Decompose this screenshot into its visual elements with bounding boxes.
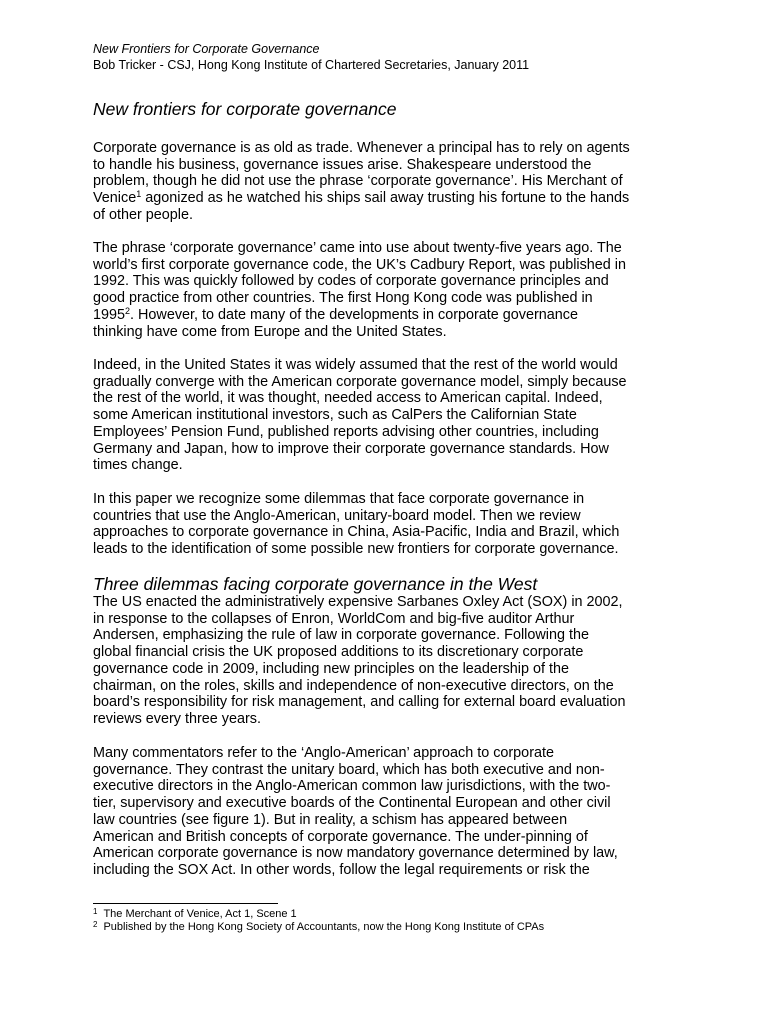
text-line: in response to the collapses of Enron, WorldCom and big-five auditor Arthur	[93, 610, 575, 627]
text-line: 1992. This was quickly followed by codes of corporate governance principles and	[93, 273, 609, 290]
footnote-text: Published by the Hong Kong Society of Accountants, now the Hong Kong Institute of CPAs	[103, 921, 545, 933]
footnote-divider	[93, 903, 278, 904]
text-line: Many commentators refer to the ‘Anglo-American’ approach to corporate	[93, 745, 554, 761]
text-line: Andersen, emphasizing the rule of law in corporate governance. Following the	[93, 627, 589, 644]
text-fragment: Venice	[93, 190, 137, 207]
text-line: Germany and Japan, how to improve their corporate governance standards. How	[93, 440, 609, 457]
text-line: including the SOX Act. In other words, follow the legal requirements or risk the	[93, 861, 590, 878]
paragraph-4	[93, 491, 693, 558]
text-line: American corporate governance is now mandatory governance determined by law,	[93, 845, 618, 862]
text-line: tier, supervisory and executive boards of the Continental European and other civil	[93, 795, 611, 812]
text-line: problem, though he did not use the phrase ‘corporate governance’. His Merchant of	[93, 173, 623, 190]
text-line: chairman, on the roles, skills and independence of non-executive directors, on the	[93, 677, 614, 694]
text-line: The phrase ‘corporate governance’ came into use about twenty-five years ago. The	[93, 240, 622, 256]
text-fragment: agonized as he watched his ships sail away trusting his fortune to the hands	[141, 190, 630, 207]
footnote-ref: 2	[125, 305, 131, 316]
text-line: gradually converge with the American corporate governance model, simply because	[93, 373, 627, 390]
text-line: countries that use the Anglo-American, unitary-board model. Then we review	[93, 507, 581, 524]
running-header-title: New Frontiers for Corporate Governance	[93, 42, 320, 56]
text-line: of other people.	[93, 206, 194, 223]
text-fragment: . However, to date many of the developments in corporate governance	[130, 306, 579, 323]
running-header-byline: Bob Tricker - CSJ, Hong Kong Institute of Chartered Secretaries, January 2011	[93, 58, 530, 72]
text-line: The US enacted the administratively expensive Sarbanes Oxley Act (SOX) in 2002,	[93, 594, 623, 610]
text-line: Corporate governance is as old as trade. Whenever a principal has to rely on agents	[93, 140, 630, 156]
footnote-mark: 2	[93, 920, 98, 929]
paragraph-2	[93, 240, 693, 340]
paragraph-3	[93, 357, 693, 474]
text-line: approaches to corporate governance in China, Asia-Pacific, India and Brazil, which	[93, 524, 620, 541]
text-line: world’s first corporate governance code, the UK’s Cadbury Report, was published in	[93, 256, 627, 273]
footnote-2	[93, 921, 544, 934]
text-line: thinking have come from Europe and the United States.	[93, 323, 447, 340]
text-fragment: 1995	[93, 306, 126, 323]
footnote-ref: 1	[136, 189, 142, 200]
text-line: Employees’ Pension Fund, published reports advising other countries, including	[93, 423, 599, 440]
text-line: board’s responsibility for risk management, and calling for external board evaluation	[93, 694, 626, 711]
text-line: reviews every three years.	[93, 710, 261, 727]
section-paragraph-1	[93, 594, 693, 728]
section-paragraph-2	[93, 745, 693, 879]
text-line: In this paper we recognize some dilemmas that face corporate governance in	[93, 491, 585, 507]
text-line	[93, 190, 693, 207]
text-line: leads to the identification of some possible new frontiers for corporate governance.	[93, 541, 619, 558]
text-line: governance. They contrast the unitary board, which has both executive and non-	[93, 761, 605, 778]
text-line: law countries (see figure 1). But in reality, a schism has appeared between	[93, 811, 568, 828]
main-heading: New frontiers for corporate governance	[93, 99, 397, 119]
paragraph-1	[93, 140, 693, 224]
text-line: some American institutional investors, such as CalPers the Californian State	[93, 407, 577, 424]
text-line: executive directors in the Anglo-American common law jurisdictions, with the two-	[93, 778, 611, 795]
footnote-1	[93, 908, 297, 921]
text-line: the rest of the world, it was thought, needed access to American capital. Indeed,	[93, 390, 603, 407]
text-line: Indeed, in the United States it was widely assumed that the rest of the world would	[93, 357, 618, 373]
footnote-text: The Merchant of Venice, Act 1, Scene 1	[103, 908, 297, 920]
text-line	[93, 307, 693, 324]
text-line: governance code in 2009, including new principles on the leadership of the	[93, 660, 570, 677]
text-line: good practice from other countries. The first Hong Kong code was published in	[93, 290, 593, 307]
section-heading: Three dilemmas facing corporate governance in the West	[93, 574, 538, 594]
text-line: global financial crisis the UK proposed additions to its discretionary corporate	[93, 644, 584, 661]
footnote-mark: 1	[93, 907, 98, 916]
text-line: American and British concepts of corporate governance. The under-pinning of	[93, 828, 588, 845]
text-line: to handle his business, governance issues arise. Shakespeare understood the	[93, 156, 592, 173]
text-line: times change.	[93, 457, 183, 474]
